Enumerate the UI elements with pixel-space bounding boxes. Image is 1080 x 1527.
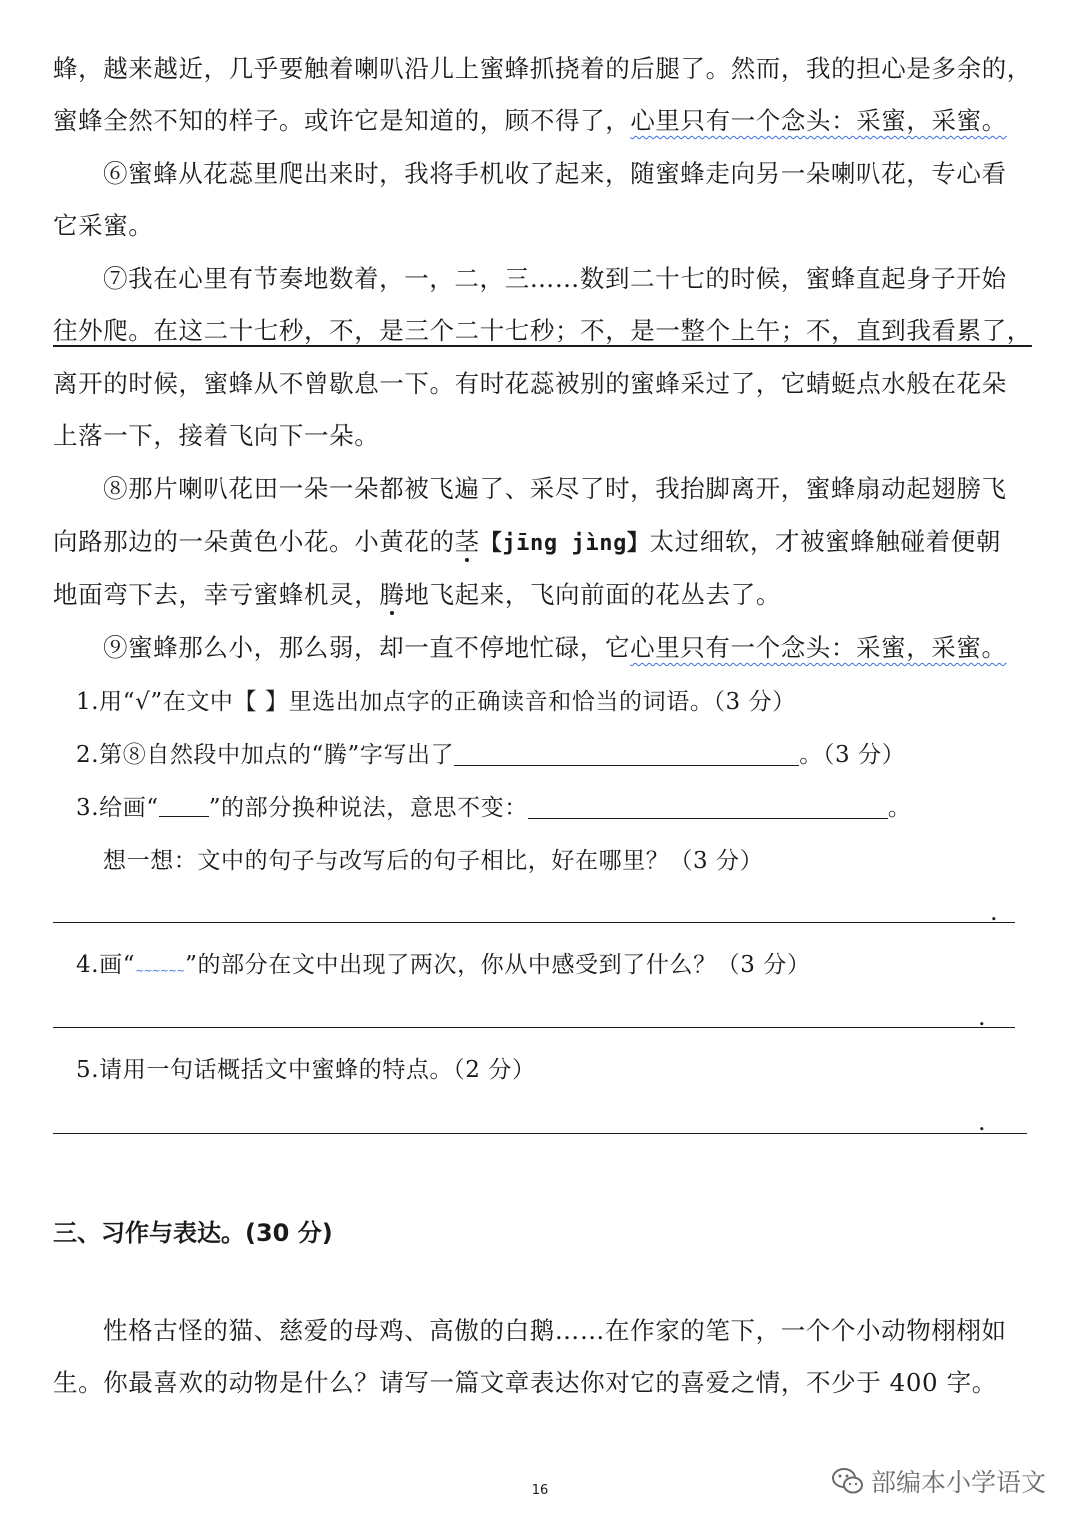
passage-line: 离开的时候，蜜蜂从不曾歇息一下。有时花蕊被别的蜜蜂采过了，它蜻蜓点水般在花朵 — [53, 369, 1007, 398]
pinyin-choice[interactable]: 【jīng jìng】 — [479, 531, 650, 556]
paragraph-7: ⑦我在心里有节奏地数着，一，二，三……数到二十七的时候，蜜蜂直起身子开始 — [103, 264, 1007, 293]
question-1: 1.用“√”在文中【 】里选出加点字的正确读音和恰当的词语。（3 分） — [76, 689, 796, 715]
period-mark: . — [990, 898, 998, 926]
answer-blank[interactable] — [528, 794, 888, 819]
period-mark: . — [978, 1003, 986, 1031]
page-number: 16 — [531, 1483, 549, 1498]
wechat-icon — [831, 1466, 865, 1496]
answer-line[interactable] — [53, 1133, 1027, 1134]
answer-blank[interactable] — [454, 741, 799, 766]
question-4: 4.画“~~~~~~ ”的部分在文中出现了两次，你从中感受到了什么？（3 分） — [76, 950, 811, 980]
writing-prompt: 性格古怪的猫、慈爱的母鸡、高傲的白鹅……在作家的笔下，一个个小动物栩栩如 — [103, 1316, 1007, 1345]
passage-line: 上落一下，接着飞向下一朵。 — [53, 421, 380, 450]
answer-line[interactable] — [53, 922, 1015, 923]
passage-line: 它采蜜。 — [53, 211, 154, 240]
dotted-character: 腾 — [379, 580, 405, 609]
answer-line[interactable] — [53, 1027, 1015, 1028]
paragraph-6: ⑥蜜蜂从花蕊里爬出来时，我将手机收了起来，随蜜蜂走向另一朵喇叭花，专心看 — [103, 159, 1007, 188]
wavy-underlined-sentence: 心里只有一个念头：采蜜，采蜜。 — [630, 633, 1007, 662]
underline-sample — [159, 794, 209, 817]
passage-line: 蜂，越来越近，几乎要触着喇叭沿儿上蜜蜂抓挠着的后腿了。然而，我的担心是多余的， — [53, 54, 1032, 83]
period-mark: . — [978, 1108, 986, 1136]
wavy-sample — [135, 952, 185, 974]
question-5: 5.请用一句话概括文中蜜蜂的特点。（2 分） — [76, 1057, 536, 1083]
passage-line: 蜜蜂全然不知的样子。或许它是知道的，顾不得了，心里只有一个念头：采蜜，采蜜。 — [53, 106, 1007, 135]
question-3-followup: 想一想：文中的句子与改写后的句子相比，好在哪里？（3 分） — [103, 848, 764, 874]
watermark-text: 部编本小学语文 — [870, 1468, 1046, 1497]
wavy-underlined-sentence: 心里只有一个念头：采蜜，采蜜。 — [630, 106, 1007, 135]
question-2: 2.第⑧自然段中加点的“腾”字写出了 。（3 分） — [76, 742, 906, 768]
question-3: 3.给画“ ”的部分换种说法，意思不变： 。 — [76, 795, 912, 821]
passage-line — [53, 316, 1032, 346]
watermark — [831, 1463, 1046, 1499]
paragraph-9: ⑨蜜蜂那么小，那么弱，却一直不停地忙碌，它心里只有一个念头：采蜜，采蜜。 — [103, 633, 1007, 662]
section-title: 三、习作与表达。(30 分) — [53, 1219, 333, 1247]
dotted-character: 茎 — [454, 527, 480, 556]
writing-prompt: 生。你最喜欢的动物是什么？请写一篇文章表达你对它的喜爱之情，不少于 400 字。 — [53, 1368, 997, 1397]
underlined-sentence: 往外爬。在这二十七秒，不，是三个二十七秒；不，是一整个上午；不，直到我看累了， — [53, 316, 1032, 345]
passage-line: 地面弯下去，幸亏蜜蜂机灵，腾地飞起来，飞向前面的花丛去了。 — [53, 580, 781, 609]
paragraph-8: ⑧那片喇叭花田一朵一朵都被飞遍了、采尽了时，我抬脚离开，蜜蜂扇动起翅膀飞 — [103, 474, 1007, 503]
passage-line: 向路那边的一朵黄色小花。小黄花的茎【jīng jìng】太过细软，才被蜜蜂触碰着便朝 — [53, 527, 1001, 556]
